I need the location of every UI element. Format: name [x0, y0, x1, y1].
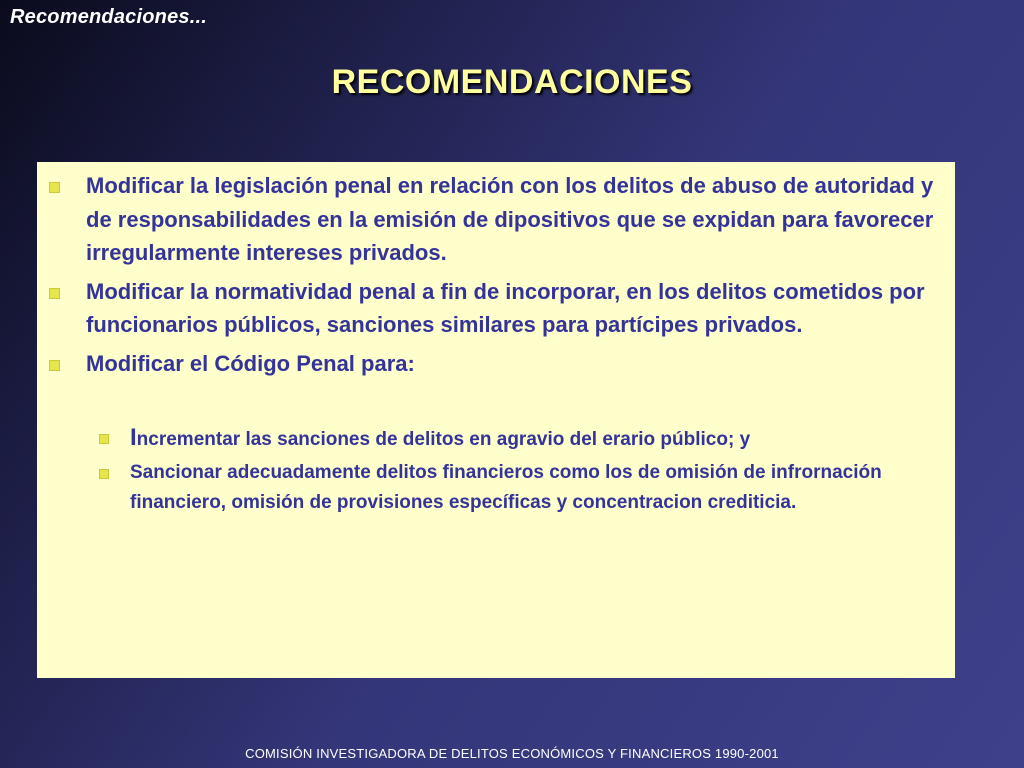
slide-title: RECOMENDACIONES	[331, 63, 693, 101]
bullet-text: Modificar la normatividad penal a fin de incorporar, en los delitos cometidos por funcionarios públicos, sanciones similares para partícipes privados.	[86, 278, 925, 337]
sub-bullet-item	[37, 423, 955, 456]
square-bullet-icon	[99, 434, 109, 444]
square-bullet-icon	[49, 288, 60, 299]
sub-bullet-text: ncrementar las sanciones de delitos en agravio del erario público; y	[136, 429, 751, 450]
bullet-text: Modificar el Código Penal para:	[86, 350, 415, 376]
bullet-list	[37, 169, 955, 385]
window-title: Recomendaciones...	[10, 6, 207, 28]
footer-text: COMISIÓN INVESTIGADORA DE DELITOS ECONÓMICOS Y FINANCIEROS 1990-2001	[245, 746, 779, 761]
sub-bullet-list	[37, 423, 955, 521]
bullet-text: Modificar la legislación penal en relación con los delitos de abuso de autoridad y de responsabilidades en la emisión de dipositivos que se expidan para favorecer irregularmente intereses privados.	[86, 173, 934, 265]
square-bullet-icon	[49, 182, 60, 193]
content-box	[37, 162, 955, 678]
sub-bullet-text: Sancionar adecuadamente delitos financieros como los de omisión de infrornación financiero, omisión de provisiones específicas y concentracion crediticia.	[130, 461, 882, 513]
bullet-item	[37, 169, 955, 270]
square-bullet-icon	[49, 360, 60, 371]
bullet-item	[37, 347, 955, 381]
sub-bullet-lead: I	[130, 424, 137, 451]
sub-bullet-item	[37, 458, 955, 519]
bullet-item	[37, 275, 955, 342]
square-bullet-icon	[99, 469, 109, 479]
